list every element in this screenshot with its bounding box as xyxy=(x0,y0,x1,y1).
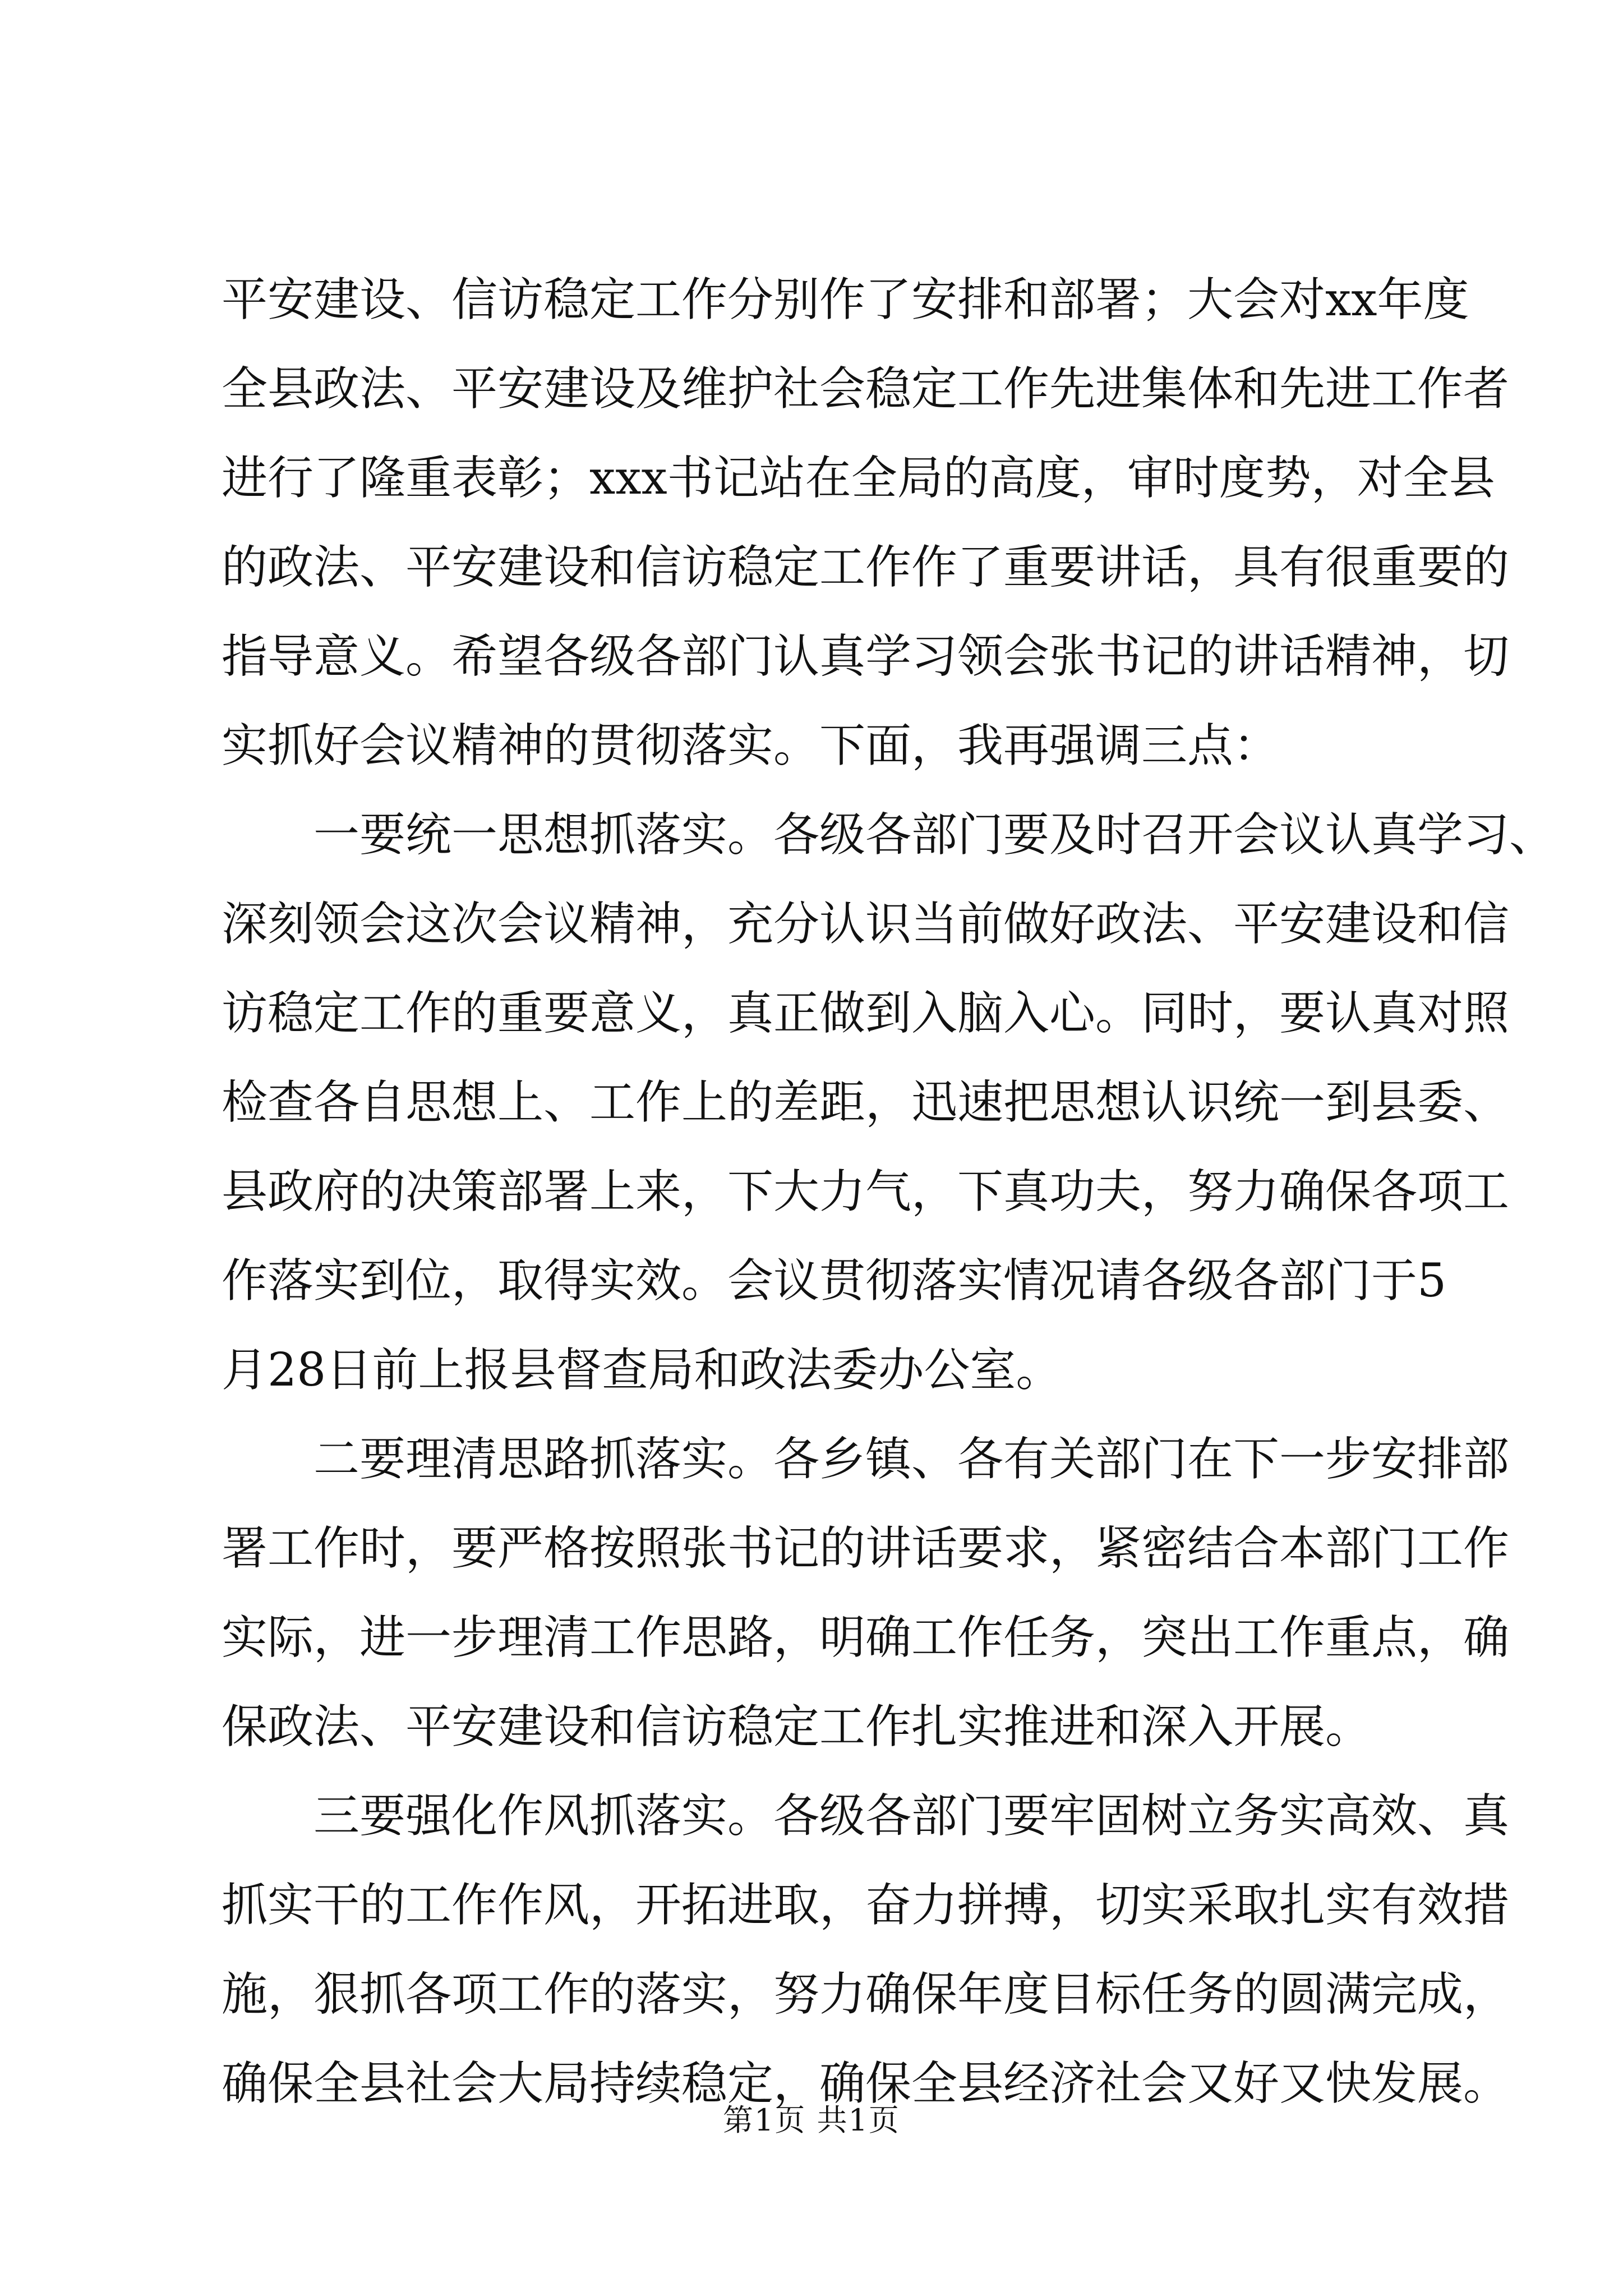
text-line: 深刻领会这次会议精神，充分认识当前做好政法、平安建设和信 xyxy=(222,898,1510,951)
text-line: 检查各自思想上、工作上的差距，迅速把思想认识统一到县委、 xyxy=(222,1076,1510,1129)
paragraph-point-two xyxy=(222,1415,1510,1772)
text-line: 进行了隆重表彰；xxx书记站在全局的高度，审时度势，对全县 xyxy=(222,452,1495,505)
text-line: 三要强化作风抓落实。各级各部门要牢固树立务实高效、真 xyxy=(313,1789,1510,1843)
text-line: 平安建设、信访稳定工作分别作了安排和部署；大会对xx年度 xyxy=(222,273,1469,326)
text-line: 一要统一思想抓落实。各级各部门要及时召开会议认真学习、 xyxy=(313,808,1556,862)
text-line: 访稳定工作的重要意义，真正做到入脑入心。同时，要认真对照 xyxy=(222,987,1510,1040)
text-line: 指导意义。希望各级各部门认真学习领会张书记的讲话精神，切 xyxy=(222,630,1510,683)
text-line: 确保全县社会大局持续稳定，确保全县经济社会又好又快发展。 xyxy=(222,2057,1510,2110)
text-line: 的政法、平安建设和信访稳定工作作了重要讲话，具有很重要的 xyxy=(222,541,1510,594)
text-line: 实际，进一步理清工作思路，明确工作任务，突出工作重点，确 xyxy=(222,1611,1510,1664)
paragraph-continued xyxy=(222,255,1510,790)
text-line: 保政法、平安建设和信访稳定工作扎实推进和深入开展。 xyxy=(222,1700,1372,1754)
text-line: 作落实到位，取得实效。会议贯彻落实情况请各级各部门于5 xyxy=(222,1254,1447,1308)
text-line: 月28日前上报县督查局和政法委办公室。 xyxy=(222,1343,1062,1397)
text-line: 署工作时，要严格按照张书记的讲话要求，紧密结合本部门工作 xyxy=(222,1522,1510,1575)
text-line: 抓实干的工作作风，开拓进取，奋力拼搏，切实采取扎实有效措 xyxy=(222,1879,1510,1932)
text-line: 县政府的决策部署上来，下大力气，下真功夫，努力确保各项工 xyxy=(222,1165,1510,1218)
text-line: 全县政法、平安建设及维护社会稳定工作先进集体和先进工作者 xyxy=(222,362,1510,416)
text-line: 实抓好会议精神的贯彻落实。下面，我再强调三点： xyxy=(222,719,1280,772)
document-body xyxy=(222,255,1556,2128)
paragraph-point-one xyxy=(222,790,1556,1415)
paragraph-point-three xyxy=(222,1772,1510,2128)
text-line: 二要理清思路抓落实。各乡镇、各有关部门在下一步安排部 xyxy=(313,1433,1510,1486)
page-number-footer: 第1页 共1页 xyxy=(723,2102,900,2138)
text-line: 施，狠抓各项工作的落实，努力确保年度目标任务的圆满完成， xyxy=(222,1968,1510,2021)
